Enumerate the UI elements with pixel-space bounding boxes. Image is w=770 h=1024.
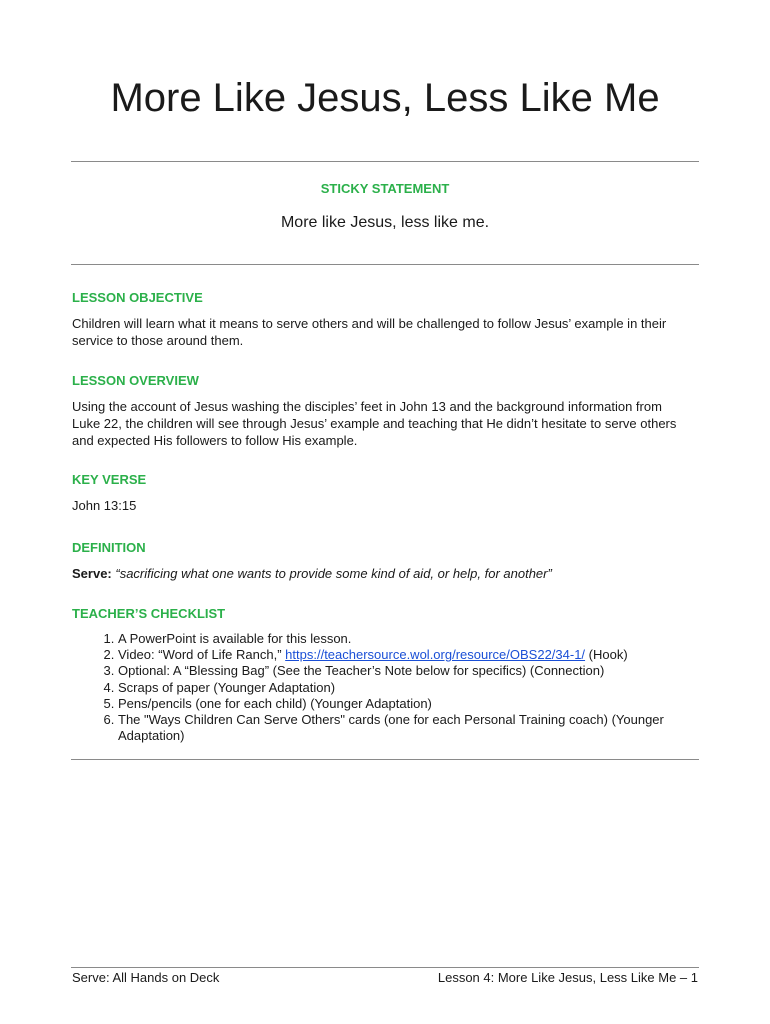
checklist-item: 1. A PowerPoint is available for this lesson. (118, 631, 692, 647)
footer-lesson-page: Lesson 4: More Like Jesus, Less Like Me – 1 (437, 970, 698, 985)
checklist-list (72, 631, 692, 744)
key-verse-text: John 13:15 (72, 498, 137, 513)
divider-top (71, 161, 699, 162)
definition-heading: DEFINITION (72, 540, 146, 555)
checklist-item (118, 647, 692, 663)
checklist-item-text: (Hook) (585, 647, 628, 663)
divider-sticky (71, 264, 699, 265)
definition-line (72, 565, 692, 582)
divider-bottom (71, 759, 699, 760)
footer-divider (71, 967, 699, 968)
sticky-statement-text: More like Jesus, less like me. (280, 214, 490, 231)
teachers-checklist-section (72, 606, 692, 744)
checklist-item: 5. Pens/pencils (one for each child) (Younger Adaptation) (118, 696, 692, 712)
video-link[interactable]: https://teachersource.wol.org/resource/OBS22/34-1/ (285, 647, 586, 663)
key-verse-section (72, 472, 692, 514)
definition-text: “sacrificing what one wants to provide some kind of aid, or help, for another” (115, 566, 552, 581)
lesson-overview-section (72, 373, 692, 449)
checklist-item: 3. Optional: A “Blessing Bag” (See the Teacher’s Note below for specifics) (Connection) (118, 663, 692, 679)
definition-section (72, 540, 692, 582)
checklist-item-text: Video: “Word of Life Ranch,” (118, 647, 286, 663)
checklist-item: 6. The "Ways Children Can Serve Others" cards (one for each Personal Training coach) (Younger Adaptation) (118, 712, 692, 744)
sticky-statement-heading: STICKY STATEMENT (320, 181, 450, 196)
lesson-overview-heading: LESSON OVERVIEW (72, 373, 199, 388)
lesson-objective-section (72, 290, 692, 349)
key-verse-heading: KEY VERSE (72, 472, 147, 487)
definition-term: Serve: (72, 566, 112, 581)
lesson-objective-text: Children will learn what it means to serve others and will be challenged to follow Jesus’ example in their service to those around them. (72, 316, 667, 348)
lesson-overview-text: Using the account of Jesus washing the disciples’ feet in John 13 and the background information from Luke 22, the children will see through Jesus’ example and teaching that He didn’t hesitate to serve others and expected His followers to follow His example. (72, 399, 677, 448)
footer-unit-title: Serve: All Hands on Deck (72, 970, 220, 985)
lesson-objective-heading: LESSON OBJECTIVE (72, 290, 203, 305)
page-title: More Like Jesus, Less Like Me (110, 76, 660, 120)
teachers-checklist-heading: TEACHER’S CHECKLIST (72, 606, 226, 621)
checklist-item: 4. Scraps of paper (Younger Adaptation) (118, 680, 692, 696)
